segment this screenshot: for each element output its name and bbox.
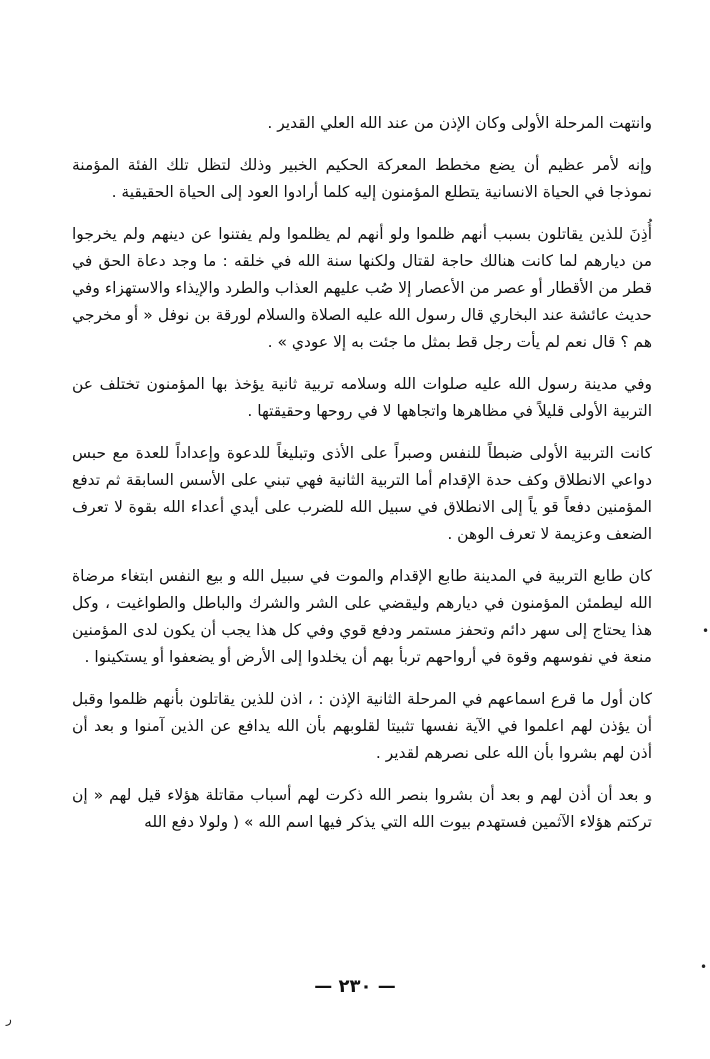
margin-mark: ر [6,1012,12,1026]
paragraph-1: وانتهت المرحلة الأولى وكان الإذن من عند الله العلي القدير . [267,114,652,132]
paragraph-2: وإنه لأمر عظيم أن يضع مخطط المعركة الحكيم الخبير وذلك لتظل تلك الفئة المؤمنة نموذجا في الحياة الانسانية يتطلع المؤمنون إليه كلما أرادوا العود إلى الحياة الحقيقية . [72,156,652,201]
paragraph-7: كان أول ما قرع اسماعهم في المرحلة الثانية الإذن : ، اذن للذين يقاتلون بأنهم ظلموا وقبل أن يؤذن لهم اعلموا في الآية نفسها تثبيتا لقلوبهم بأن الله يدافع عن الذين آمنوا و بعد أن أذن لهم بشروا بأن الله على نصرهم لقدير . [72,690,652,762]
paragraph-4: وفي مدينة رسول الله عليه صلوات الله وسلامه تربية ثانية يؤخذ بها المؤمنون تختلف عن التربية الأولى قليلاً في مظاهرها واتجاهها لا في روحها وحقيقتها . [72,375,652,420]
margin-mark: • [702,624,710,638]
paragraph-8: و بعد أن أذن لهم و بعد أن بشروا بنصر الله ذكرت لهم أسباب مقاتلة هؤلاء قيل لهم « إن تركتم هؤلاء الآثمين فستهدم بيوت الله التي يذكر فيها اسم الله » ( ولولا دفع الله [72,786,652,831]
page-number: — ٢٣٠ — [314,976,396,997]
text-column [72,110,652,836]
paragraph-6: كان طابع التربية في المدينة طابع الإقدام والموت في سبيل الله و بيع النفس ابتغاء مرضاة الله ليطمئن المؤمنون في ديارهم وليقضي على الشر والشرك والباطل والطواغيت ، وكل هذا يحتاج إلى سهر دائم وتحفز مستمر ودفع قوي وفي كل هذا يجب أن يكون لدى المؤمنين منعة في نفوسهم وقوة في أرواحهم تربأ بهم أن يخلدوا إلى الأرض أو يضعفوا أو يستكينوا . [72,567,652,666]
paragraph-5: كانت التربية الأولى ضبطاً للنفس وصبراً على الأذى وتبليغاً للدعوة وإعداداً للعدة مع حبس دواعي الانطلاق وكف حدة الإقدام أما التربية الثانية فهي تبني على الأسس السابقة ثم تدفع المؤمنين دفعاً قو ياً إلى الانطلاق في سبيل الله للضرب على أيدي أعداء الله بقوة لا تعرف الضعف وعزيمة لا تعرف الوهن . [72,444,652,543]
margin-mark: • [700,960,708,974]
paragraph-3: أُذِنَ للذين يقاتلون بسبب أنهم ظلموا ولو أنهم لم يظلموا ولم يفتنوا عن دينهم ولم يخرجوا من ديارهم لما كانت هنالك حاجة لقتال ولكنها سنة الله في خلقه : ما وجد دعاة الحق في قطر من الأقطار أو عصر من الأعصار إلا صُب عليهم العذاب والطرد والإيذاء والاستهزاء وفي حديث عائشة عند البخاري قال رسول الله عليه الصلاة والسلام لورقة بن نوفل « أو مخرجي هم ؟ قال نعم لم يأت رجل قط بمثل ما جئت به إلا عودي » . [72,225,652,351]
